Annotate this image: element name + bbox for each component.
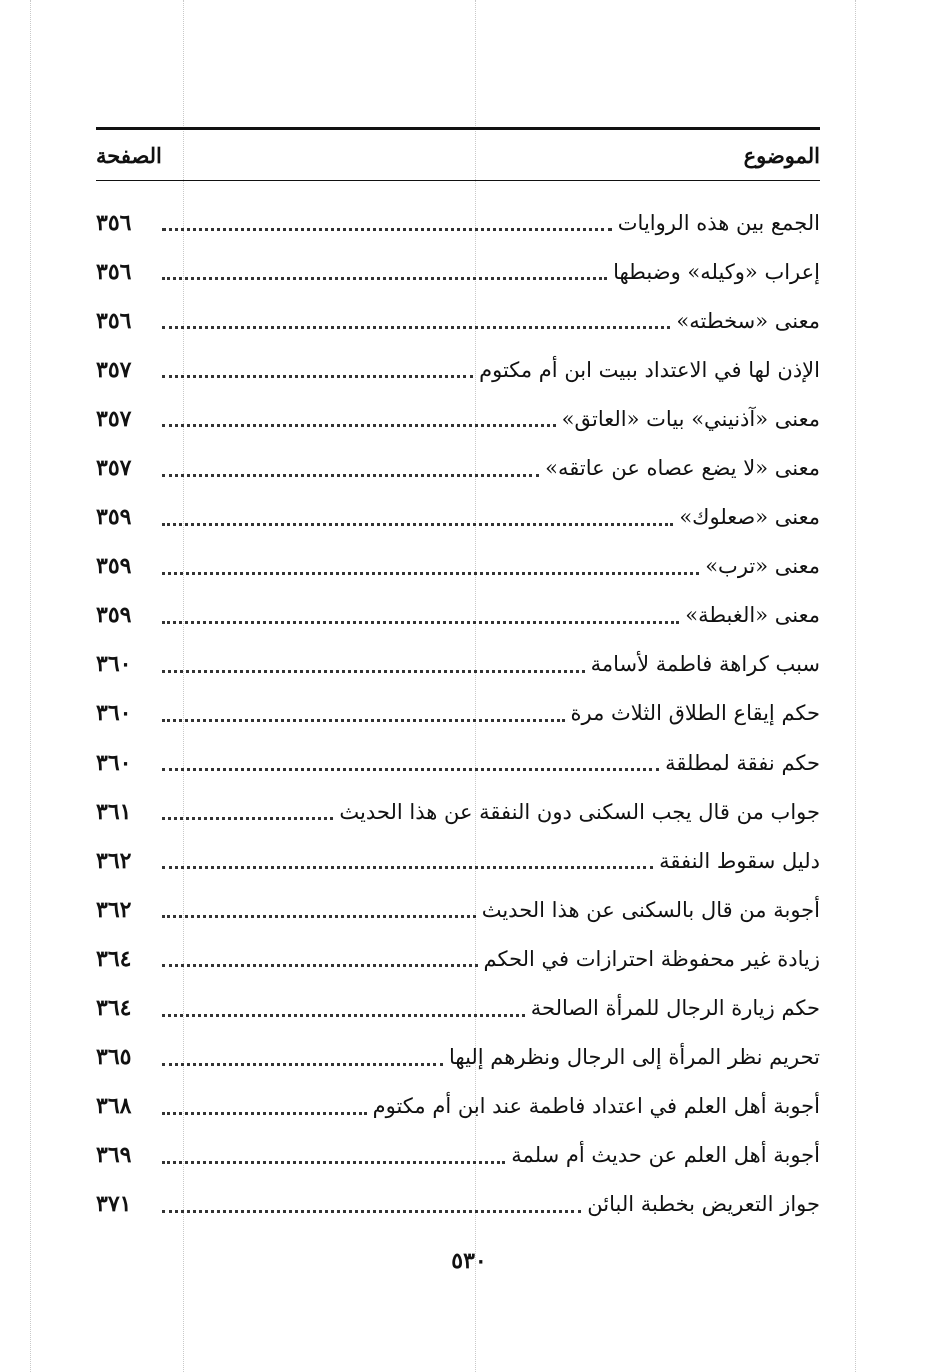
dot-leader xyxy=(162,523,673,526)
toc-entry[interactable] xyxy=(96,1082,820,1131)
dot-leader xyxy=(162,277,607,280)
toc-list xyxy=(96,198,820,1229)
toc-page xyxy=(96,127,820,1229)
toc-entry-title: معنى «ترب» xyxy=(705,554,820,579)
dot-leader xyxy=(162,1112,367,1115)
dot-leader xyxy=(162,1014,525,1017)
header-rule xyxy=(96,180,820,181)
toc-entry[interactable] xyxy=(96,787,820,836)
toc-entry-title: الإذن لها في الاعتداد ببيت ابن أم مكتوم xyxy=(479,357,820,382)
toc-entry-title: الجمع بين هذه الروايات xyxy=(617,210,820,235)
toc-entry[interactable] xyxy=(96,1180,820,1229)
toc-entry-page: ٣٦٠ xyxy=(96,749,132,776)
toc-entry[interactable] xyxy=(96,689,820,738)
toc-entry[interactable] xyxy=(96,493,820,542)
toc-entry-page: ٣٥٩ xyxy=(96,504,132,531)
toc-entry-page: ٣٦٨ xyxy=(96,1093,132,1120)
dot-leader xyxy=(162,572,699,575)
dot-leader xyxy=(162,964,478,967)
toc-entry-title: أجوبة أهل العلم عن حديث أم سلمة xyxy=(511,1143,820,1168)
toc-header xyxy=(96,130,820,180)
toc-entry-page: ٣٥٩ xyxy=(96,602,132,629)
toc-entry-title: حكم إيقاع الطلاق الثلاث مرة xyxy=(570,701,820,726)
toc-entry[interactable] xyxy=(96,198,820,247)
toc-entry[interactable] xyxy=(96,934,820,983)
dot-leader xyxy=(162,768,659,771)
scan-fold-line xyxy=(30,0,31,1372)
scan-fold-line xyxy=(855,0,856,1372)
toc-entry[interactable] xyxy=(96,885,820,934)
page-column-heading: الصفحة xyxy=(96,142,162,168)
toc-entry[interactable] xyxy=(96,1131,820,1180)
toc-entry-page: ٣٥٧ xyxy=(96,356,132,383)
toc-entry-title: أجوبة من قال بالسكنى عن هذا الحديث xyxy=(481,897,820,922)
toc-entry-page: ٣٦٥ xyxy=(96,1044,132,1071)
toc-entry-page: ٣٥٦ xyxy=(96,209,132,236)
toc-entry-title: جواب من قال يجب السكنى دون النفقة عن هذا الحديث xyxy=(339,799,820,824)
toc-entry[interactable] xyxy=(96,542,820,591)
toc-entry-title: حكم نفقة لمطلقة xyxy=(665,750,820,775)
toc-entry-title: معنى «آذنيني» بيات «العاتق» xyxy=(561,406,820,431)
dot-leader xyxy=(162,719,565,722)
toc-entry-page: ٣٥٦ xyxy=(96,307,132,334)
toc-entry[interactable] xyxy=(96,394,820,443)
toc-entry-page: ٣٦٤ xyxy=(96,945,132,972)
toc-entry-page: ٣٥٧ xyxy=(96,455,132,482)
toc-entry-page: ٣٦٩ xyxy=(96,1142,132,1169)
toc-entry-page: ٣٥٩ xyxy=(96,553,132,580)
dot-leader xyxy=(162,817,333,820)
dot-leader xyxy=(162,670,585,673)
toc-entry-title: معنى «صعلوك» xyxy=(679,505,820,530)
dot-leader xyxy=(162,915,476,918)
dot-leader xyxy=(162,375,473,378)
toc-entry-title: أجوبة أهل العلم في اعتداد فاطمة عند ابن أم مكتوم xyxy=(372,1094,820,1119)
toc-entry-title: حكم زيارة الرجال للمرأة الصالحة xyxy=(530,996,820,1021)
toc-entry[interactable] xyxy=(96,443,820,492)
dot-leader xyxy=(162,1210,581,1213)
dot-leader xyxy=(162,424,556,427)
page-number: ٥٣٠ xyxy=(451,1248,487,1274)
toc-entry-page: ٣٧١ xyxy=(96,1191,132,1218)
toc-entry-title: معنى «سخطته» xyxy=(676,308,820,333)
dot-leader xyxy=(162,866,653,869)
toc-entry-title: سبب كراهة فاطمة لأسامة xyxy=(590,652,820,677)
toc-entry[interactable] xyxy=(96,247,820,296)
dot-leader xyxy=(162,326,670,329)
toc-entry[interactable] xyxy=(96,836,820,885)
topic-column-heading: الموضوع xyxy=(743,142,820,168)
toc-entry[interactable] xyxy=(96,640,820,689)
dot-leader xyxy=(162,228,612,231)
toc-entry-page: ٣٦٠ xyxy=(96,700,132,727)
toc-entry-title: زيادة غير محفوظة احترازات في الحكم xyxy=(483,946,820,971)
toc-entry[interactable] xyxy=(96,591,820,640)
toc-entry-title: إعراب «وكيله» وضبطها xyxy=(613,259,820,284)
toc-entry[interactable] xyxy=(96,738,820,787)
dot-leader xyxy=(162,1161,505,1164)
toc-entry-page: ٣٥٧ xyxy=(96,405,132,432)
toc-entry-title: تحريم نظر المرأة إلى الرجال ونظرهم إليها xyxy=(448,1045,820,1070)
toc-entry-page: ٣٦٢ xyxy=(96,896,132,923)
toc-entry-page: ٣٥٦ xyxy=(96,258,132,285)
toc-entry-page: ٣٦٠ xyxy=(96,651,132,678)
dot-leader xyxy=(162,474,539,477)
toc-entry-title: معنى «لا يضع عصاه عن عاتقه» xyxy=(545,456,820,481)
toc-entry-page: ٣٦١ xyxy=(96,798,132,825)
toc-entry-page: ٣٦٤ xyxy=(96,995,132,1022)
dot-leader xyxy=(162,621,679,624)
toc-entry-title: جواز التعريض بخطبة البائن xyxy=(587,1192,820,1217)
dot-leader xyxy=(162,1063,443,1066)
toc-entry[interactable] xyxy=(96,984,820,1033)
toc-entry[interactable] xyxy=(96,345,820,394)
toc-entry-page: ٣٦٢ xyxy=(96,847,132,874)
toc-entry-title: معنى «الغبطة» xyxy=(685,603,820,628)
toc-entry[interactable] xyxy=(96,1033,820,1082)
toc-entry-title: دليل سقوط النفقة xyxy=(659,848,820,873)
toc-entry[interactable] xyxy=(96,296,820,345)
